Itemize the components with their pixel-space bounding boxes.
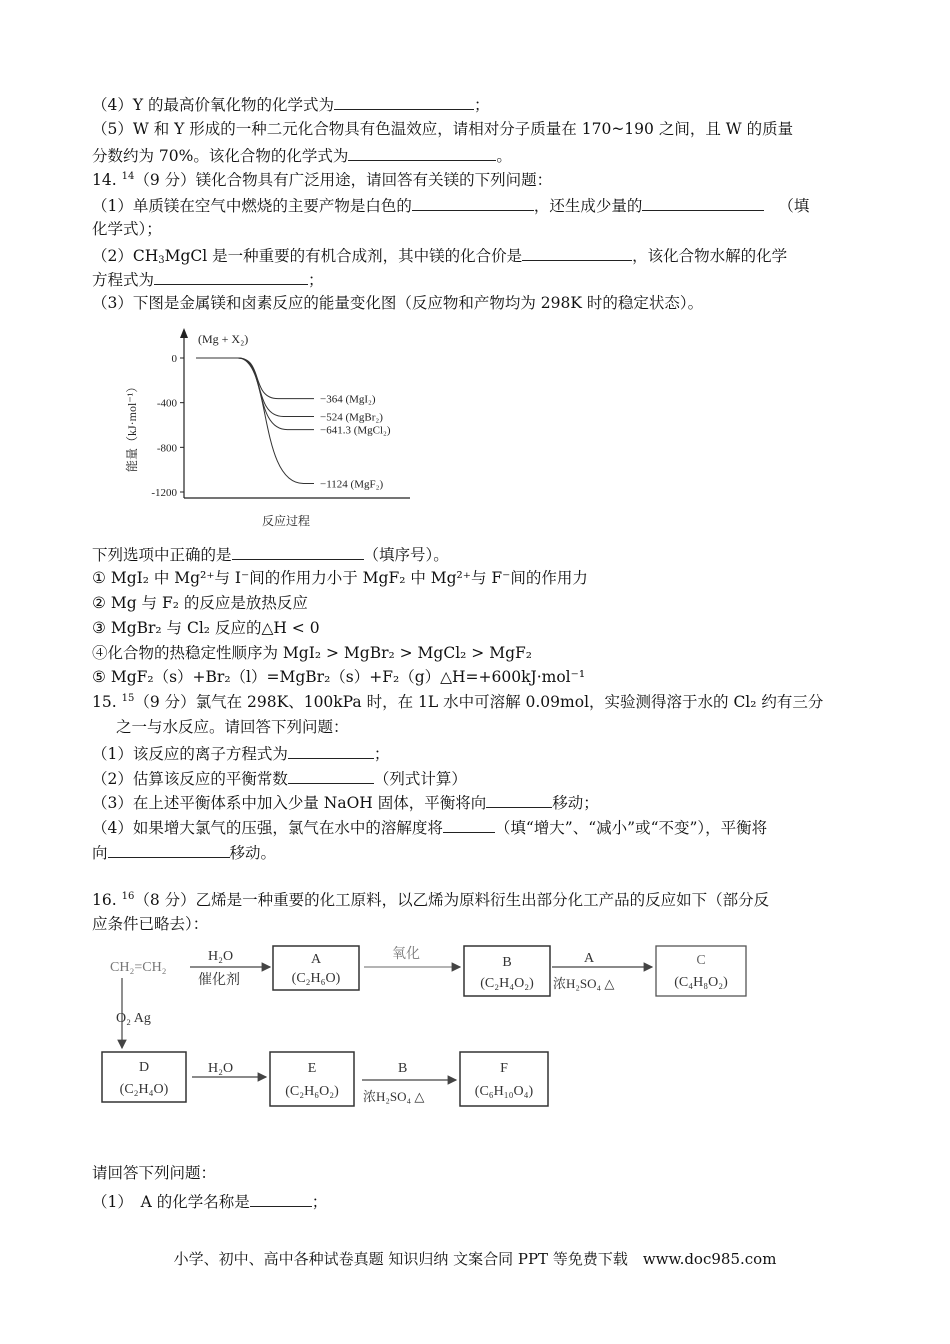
q14-part1: （1）单质镁在空气中燃烧的主要产物是白色的 ，还生成少量的 （填	[92, 194, 809, 216]
box-e-formula: (C₂H₆O₂)	[285, 1084, 339, 1099]
box-f-name: F	[500, 1061, 508, 1076]
series-line-MgF₂	[196, 358, 314, 484]
reagent-h2o-1: H₂O	[208, 949, 234, 964]
y-tick-label: -800	[156, 442, 177, 455]
box-c-name: C	[696, 953, 706, 968]
q14-part3: （3）下图是金属镁和卤素反应的能量变化图（反应物和产物均为 298K 时的稳定状态）。	[92, 294, 704, 312]
acid-label-1: 浓H₂SO₄ △	[553, 976, 615, 991]
q15-title-cont: 之一与水反应。请回答下列问题：	[116, 718, 349, 736]
box-a-formula: (C₂H₆O)	[291, 971, 341, 986]
q13-part4: （4）Y 的最高价氧化物的化学式为 ；	[92, 93, 490, 115]
q15-part3: （3）在上述平衡体系中加入少量 NaOH 固体，平衡将向 移动；	[92, 791, 599, 813]
answer-blank[interactable]	[288, 767, 374, 784]
energy-chart	[120, 322, 440, 534]
q13-part5-line2: 分数约为 70%。该化合物的化学式为 。	[92, 144, 512, 166]
q16-part1: （1） A 的化学名称是 ；	[92, 1190, 327, 1212]
q14-option-4: ④化合物的热稳定性顺序为 MgI₂ > MgBr₂ > MgCl₂ > MgF₂	[92, 644, 532, 662]
ethylene-label: CH₂=CH₂	[110, 960, 167, 975]
q14-part1-cont: 化学式）；	[92, 220, 162, 238]
q16-ask: 请回答下列问题：	[92, 1164, 217, 1182]
q16-title: 16. $^{16}$（8 分）乙烯是一种重要的化工原料，以乙烯为原料衍生出部分化工产品的反应如下（部分反	[92, 891, 770, 909]
series-label-MgBr₂: −524 (MgBr₂)	[320, 411, 383, 424]
answer-blank[interactable]	[250, 1190, 312, 1207]
q15-part2: （2）估算该反应的平衡常数 （列式计算）	[92, 767, 467, 789]
box-d-name: D	[138, 1060, 150, 1075]
catalyst-label: 催化剂	[198, 973, 240, 988]
q14-part2: $(2)CH_3MgCl$ 是一种重要的有机合成剂，其中镁的化合价是 ，该化合物水解的化学	[92, 244, 787, 266]
box-a-name: A	[310, 952, 322, 967]
q14-option-1: ① MgI₂ 中 Mg²⁺与 I⁻间的作用力小于 MgF₂ 中 Mg²⁺与 F⁻间的作用力	[92, 569, 588, 587]
answer-blank[interactable]	[412, 194, 534, 211]
box-b-formula: (C₂H₄O₂)	[480, 976, 534, 991]
series-line-MgBr₂	[196, 358, 314, 417]
answer-blank[interactable]	[154, 268, 308, 285]
oxidation-label: 氧化	[392, 947, 420, 962]
y-axis-arrow	[180, 328, 188, 338]
q15-part4: （4）如果增大氯气的压强，氯气在水中的溶解度将 （填“增大”、“减小”或“不变”），平衡将	[92, 816, 767, 838]
q14-part2-cont: 方程式为 ；	[92, 268, 324, 290]
series-line-MgCl₂	[196, 358, 314, 430]
answer-blank[interactable]	[288, 742, 374, 759]
start-label: (Mg + X₂)	[198, 332, 249, 346]
box-b-name: B	[502, 955, 512, 970]
q15-part4-cont: 向 移动。	[92, 841, 276, 863]
q15-title: 15. $^{15}$（9 分）氯气在 298K、100kPa 时，在 1L 水中可溶解 0.09mol，实验测得溶于水的 Cl₂ 约有三分	[92, 693, 824, 711]
answer-blank[interactable]	[522, 244, 632, 261]
q14-option-3: ③ MgBr₂ 与 Cl₂ 反应的△H < 0	[92, 619, 320, 637]
x-axis-label: 反应过程	[262, 514, 311, 528]
reagent-b: B	[398, 1061, 408, 1076]
q14-title: 14. $^{14}$（9 分）镁化合物具有广泛用途，请回答有关镁的下列问题：	[92, 171, 553, 189]
reagent-o2-ag: O₂ Ag	[116, 1011, 151, 1026]
answer-blank[interactable]	[443, 816, 495, 833]
q16-title-cont: 应条件已略去）：	[92, 915, 209, 933]
answer-blank[interactable]	[232, 543, 364, 560]
page-footer: 小学、初中、高中各种试卷真题 知识归纳 文案合同 PPT 等免费下载 www.doc985.com	[173, 1250, 777, 1268]
reagent-h2o-2: H₂O	[208, 1061, 234, 1076]
series-line-MgI₂	[196, 358, 314, 399]
box-e-name: E	[307, 1061, 317, 1076]
reagent-a: A	[584, 951, 595, 966]
q14-option-5: ⑤ MgF₂（s）+Br₂（l）=MgBr₂（s）+F₂（g）△H=+600kJ·mol⁻¹	[92, 668, 586, 686]
answer-blank[interactable]	[108, 841, 230, 858]
series-label-MgI₂: −364 (MgI₂)	[320, 393, 376, 406]
answer-blank[interactable]	[486, 791, 552, 808]
series-label-MgCl₂: −641.3 (MgCl₂)	[320, 424, 391, 437]
acid-label-2: 浓H₂SO₄ △	[363, 1089, 425, 1104]
box-f-formula: (C₆H₁₀O₄)	[474, 1084, 534, 1099]
q13-part5-line1: （5）W 和 Y 形成的一种二元化合物具有色温效应，请相对分子质量在 170~190 之间，且 W 的质量	[92, 120, 794, 138]
reaction-scheme	[98, 940, 760, 1114]
y-tick-label: -400	[156, 397, 177, 410]
series-label-MgF₂: −1124 (MgF₂)	[320, 478, 384, 491]
box-d-formula: (C₂H₄O)	[119, 1082, 169, 1097]
answer-blank[interactable]	[334, 93, 474, 110]
q14-choose: 下列选项中正确的是 （填序号）。	[92, 543, 449, 565]
q15-part1: （1）该反应的离子方程式为 ；	[92, 742, 389, 764]
q14-option-2: ② Mg 与 F₂ 的反应是放热反应	[92, 594, 308, 612]
y-axis-label: 能量（kJ·mol⁻¹）	[125, 380, 139, 472]
y-tick-label: 0	[171, 353, 177, 365]
answer-blank[interactable]	[348, 144, 496, 161]
y-tick-label: -1200	[151, 487, 177, 499]
answer-blank[interactable]	[642, 194, 764, 211]
box-c-formula: (C₄H₈O₂)	[674, 975, 728, 990]
